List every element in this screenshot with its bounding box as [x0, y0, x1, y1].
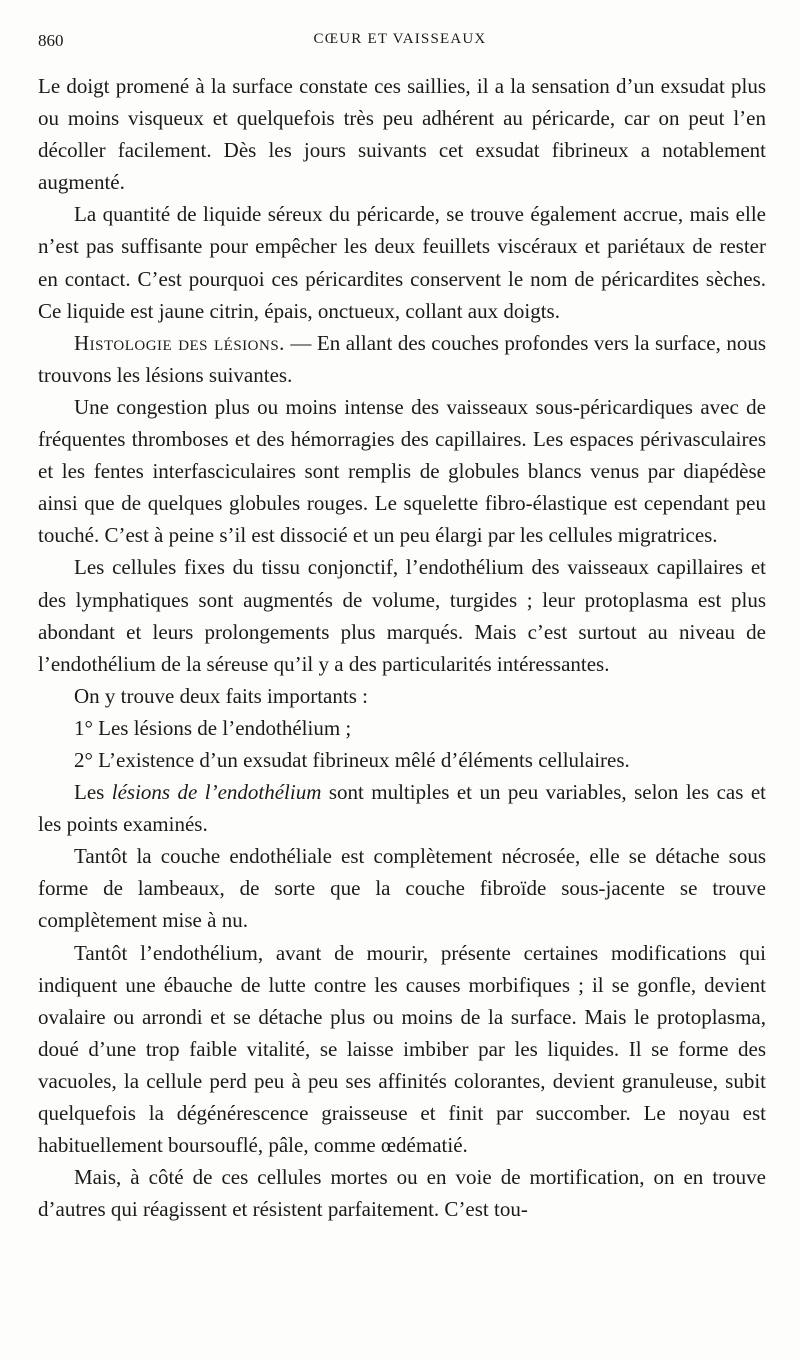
list-item: 1° Les lésions de l’endothélium ; — [74, 715, 352, 740]
body-text — [38, 70, 766, 1225]
section-heading-text: — En allant des couches profondes vers la surface, nous trouvons les lésions suivantes. — [38, 330, 766, 387]
paragraph: Mais, à côté de ces cellules mortes ou en voie de mortification, on en trouve d’autres qui réagissent et résistent parfaitement. C’est tou- — [38, 1165, 766, 1222]
text-run: Les — [74, 780, 112, 805]
list-item: 2° L’existence d’un exsudat fibrineux mêlé d’éléments cellulaires. — [74, 747, 630, 772]
paragraph: La quantité de liquide séreux du péricarde, se trouve également accrue, mais elle n’est pas suffisante pour empêcher les deux feuillets viscéraux et pariétaux de rester en contact. C’est pourquoi ces péricardites conservent le nom de péricardites sèches. Ce liquide est jaune citrin, épais, onctueux, collant aux doigts. — [38, 202, 766, 323]
running-title: CŒUR ET VAISSEAUX — [313, 31, 487, 47]
paragraph: Les cellules fixes du tissu conjonctif, l’endothélium des vaisseaux capillaires et des lymphatiques sont augmentés de volume, turgides ; leur protoplasma est plus abondant et leurs prolongements plus marqués. Mais c’est surtout au niveau de l’endothélium de la séreuse qu’il y a des particularités intéressantes. — [38, 555, 766, 676]
paragraph: Une congestion plus ou moins intense des vaisseaux sous-péricardiques avec de fréquentes thromboses et des hémorragies des capillaires. Les espaces périvasculaires et les fentes interfasciculaires sont remplis de globules blancs venus par diapédèse ainsi que de quelques globules rouges. Le squelette fibro-élastique est cependant peu touché. C’est à peine s’il est dissocié et un peu élargi par les cellules migratrices. — [38, 394, 766, 548]
paragraph — [38, 776, 766, 840]
paragraph: Le doigt promené à la surface constate ces saillies, il a la sensation d’un exsudat plus ou moins visqueux et quelquefois très peu adhérent au péricarde, car on peut l’en décoller facilement. Dès les jours suivants cet exsudat fibrineux a notablement augmenté. — [38, 74, 766, 195]
paragraph: Tantôt la couche endothéliale est complètement nécrosée, elle se détache sous forme de lambeaux, de sorte que la couche fibroïde sous-jacente se trouve complètement mise à nu. — [38, 844, 766, 933]
page-number: 860 — [38, 31, 64, 50]
section-heading: Histologie des lésions. — [74, 330, 285, 355]
paragraph: On y trouve deux faits importants : — [74, 683, 368, 708]
running-head — [38, 31, 762, 59]
text-run: sont multiples et un peu variables, selon les cas et les points examinés. — [38, 780, 766, 837]
section-paragraph — [38, 327, 766, 391]
italic-term: lésions de l’endothélium — [111, 780, 322, 805]
paragraph: Tantôt l’endothélium, avant de mourir, présente certaines modifications qui indiquent une ébauche de lutte contre les causes morbifiques ; il se gonfle, devient ovalaire ou arrondi et se détache plus ou moins de la surface. Mais le protoplasma, doué d’une trop faible vitalité, se laisse imbiber par les liquides. Il se forme des vacuoles, la cellule perd peu à peu ses affinités colorantes, devient granuleuse, subit quelquefois la dégénérescence graisseuse et finit par succomber. Le noyau est habituellement boursouflé, pâle, comme œdématié. — [38, 940, 766, 1158]
